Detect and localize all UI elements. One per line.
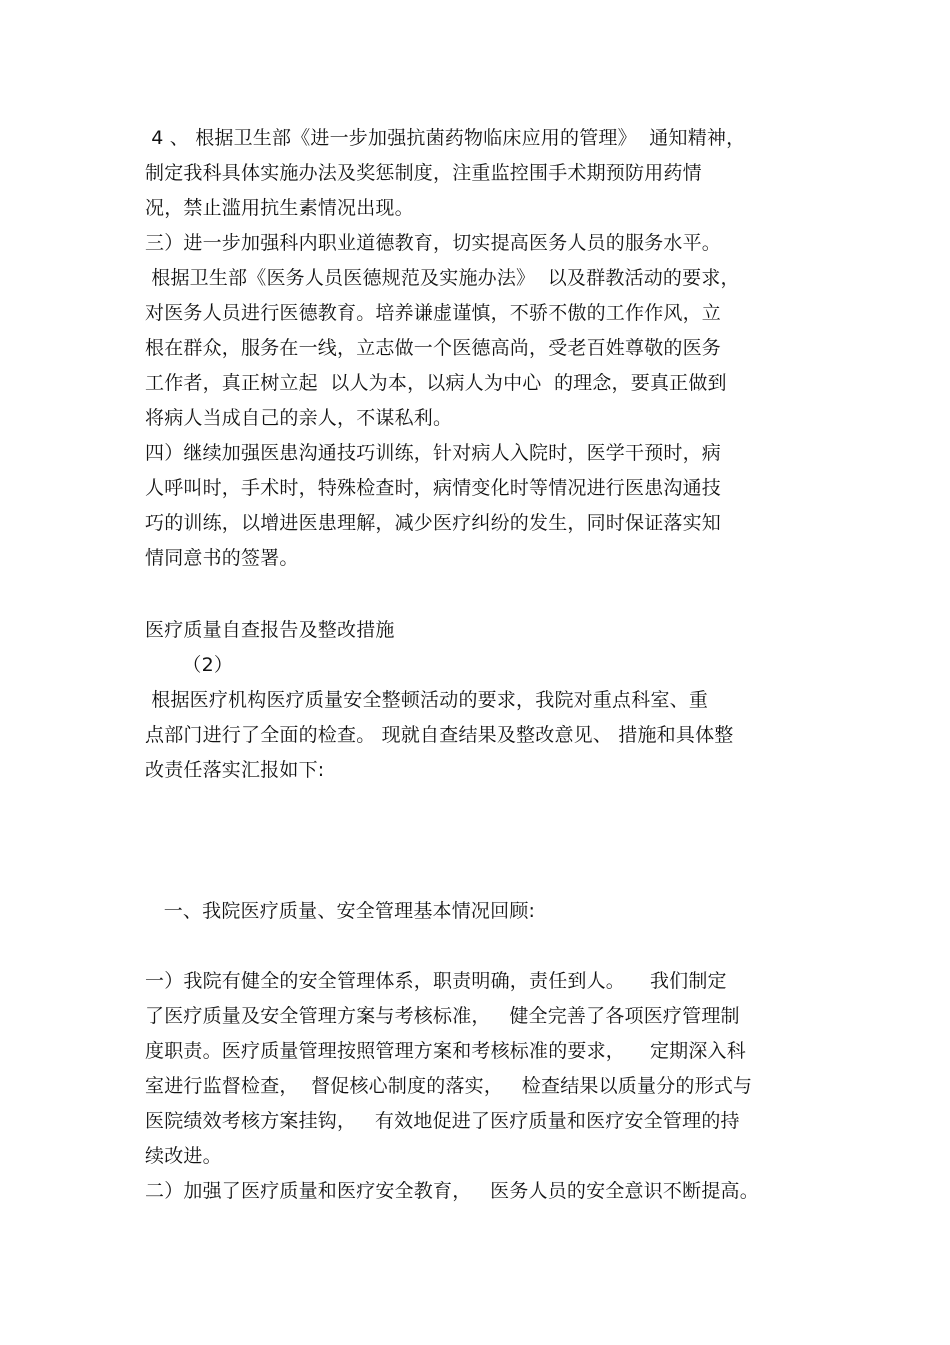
section-title: 医疗质量自查报告及整改措施 xyxy=(145,619,395,641)
text-line: 室进行监督检查， 督促核心制度的落实， 检查结果以质量分的形式与 xyxy=(145,1075,753,1097)
text-line: 制定我科具体实施办法及奖惩制度，注重监控围手术期预防用药情 xyxy=(145,162,702,184)
text-line: 医院绩效考核方案挂钩， 有效地促进了医疗质量和医疗安全管理的持 xyxy=(145,1110,740,1132)
section-heading: 一、我院医疗质量、安全管理基本情况回顾: xyxy=(145,900,536,922)
text-line: 了医疗质量及安全管理方案与考核标准， 健全完善了各项医疗管理制 xyxy=(145,1005,740,1027)
text-line: 根在群众，服务在一线，立志做一个医德高尚，受老百姓尊敬的医务 xyxy=(145,337,722,359)
text-line: 根据医疗机构医疗质量安全整顿活动的要求，我院对重点科室、重 xyxy=(145,689,709,711)
text-line: 况，禁止滥用抗生素情况出现。 xyxy=(145,197,414,219)
text-line: 三）进一步加强科内职业道德教育，切实提高医务人员的服务水平。 xyxy=(145,232,722,254)
text-line: 情同意书的签署。 xyxy=(145,547,299,569)
text-line: 续改进。 xyxy=(145,1145,222,1167)
text-line: 点部门进行了全面的检查。 现就自查结果及整改意见、 措施和具体整 xyxy=(145,724,734,746)
text-line: 将病人当成自己的亲人，不谋私利。 xyxy=(145,407,453,429)
text-line: 四）继续加强医患沟通技巧训练，针对病人入院时，医学干预时，病 xyxy=(145,442,722,464)
text-line: 二）加强了医疗质量和医疗安全教育， 医务人员的安全意识不断提高。 xyxy=(145,1180,759,1202)
text-line: 度职责。医疗质量管理按照管理方案和考核标准的要求， 定期深入科 xyxy=(145,1040,746,1062)
text-line: 4 、 根据卫生部《进一步加强抗菌药物临床应用的管理》 通知精神， xyxy=(145,127,746,149)
text-line: 对医务人员进行医德教育。培养谦虚谨慎，不骄不傲的工作作风，立 xyxy=(145,302,722,324)
text-line: 根据卫生部《医务人员医德规范及实施办法》 以及群教活动的要求， xyxy=(145,267,740,289)
text-line: 巧的训练，以增进医患理解，减少医疗纠纷的发生，同时保证落实知 xyxy=(145,512,722,534)
text-line: 改责任落实汇报如下: xyxy=(145,759,325,781)
section-subtitle: （2） xyxy=(145,654,234,676)
text-line: 一）我院有健全的安全管理体系，职责明确，责任到人。 我们制定 xyxy=(145,970,727,992)
text-line: 人呼叫时，手术时，特殊检查时，病情变化时等情况进行医患沟通技 xyxy=(145,477,722,499)
text-line: 工作者，真正树立起 以人为本，以病人为中心 的理念，要真正做到 xyxy=(145,372,727,394)
